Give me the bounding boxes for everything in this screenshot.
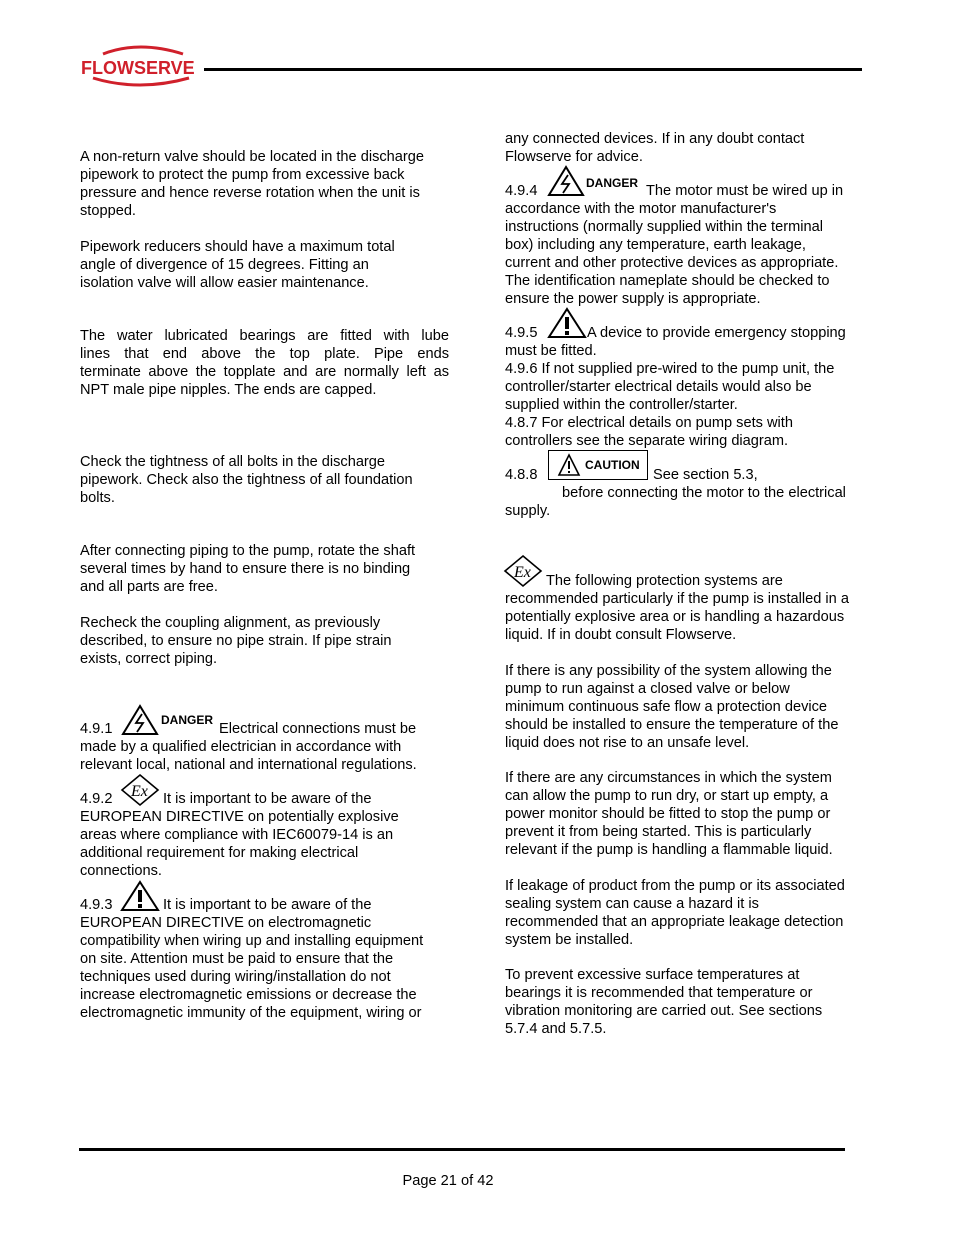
warning-icon — [120, 880, 160, 912]
bolt-tightness-paragraph: Check the tightness of all bolts in the discharge pipework. Check also the tightness of all foundation bolts. — [80, 454, 413, 506]
section-488-second-line: before connecting the motor to the electrical — [562, 485, 846, 501]
section-492-first-line: It is important to be aware of the — [163, 791, 372, 807]
nonreturn-valve-paragraph: A non-return valve should be located in the discharge pipework to protect the pump from excessive back pressure and hence reverse rotation when the unit is stopped. — [80, 149, 424, 219]
flowserve-logo — [79, 44, 199, 88]
section-493-body: EUROPEAN DIRECTIVE on electromagnetic compatibility when wiring up and installing equipment on site. Attention must be paid to ensure that the techniques used during wiring/installation do not increase electromagnetic emissions or decrease the electromagnetic immunity of the equipment, wiring or — [80, 915, 424, 1021]
section-495-first-line: A device to provide emergency stopping — [587, 325, 846, 341]
section-491-first-line: Electrical connections must be — [219, 721, 417, 737]
closed-valve-paragraph: If there is any possibility of the system allowing the pump to run against a closed valve or below minimum continuous safe flow a protection device should be installed to ensure the temperature of the liquid does not rise to an unsafe level. — [505, 663, 839, 751]
section-487-paragraph: 4.8.7 For electrical details on pump sets with controllers see the separate wiring diagram. — [505, 415, 793, 449]
danger-label: DANGER — [161, 713, 214, 727]
svg-text:Ex: Ex — [514, 564, 531, 581]
danger-label: DANGER — [586, 176, 639, 190]
rotate-shaft-paragraph: After connecting piping to the pump, rotate the shaft several times by hand to ensure there is no binding and all parts are free. — [80, 543, 416, 595]
ex-explosive-icon — [120, 773, 160, 807]
connected-devices-paragraph: any connected devices. If in any doubt contact Flowserve for advice. — [505, 131, 805, 165]
lube-lines-paragraph: The water lubricated bearings are fitted with lube lines that end above the top plate. Pipe ends terminate above the topplate and are normally left as NPT male pipe nipples. The ends are capped. — [80, 328, 449, 398]
protection-systems-body: recommended particularly if the pump is installed in a potentially explosive area or is handling a hazardous liquid. If in doubt consult Flowserve. — [505, 591, 849, 643]
section-491-body: made by a qualified electrician in accordance with relevant local, national and international regulations. — [80, 739, 417, 773]
section-494-first-line: The motor must be wired up in — [646, 183, 844, 199]
protection-systems-first-line: The following protection systems are — [546, 573, 783, 589]
section-488-third-line: supply. — [505, 503, 551, 519]
electrical-hazard-icon — [547, 165, 585, 197]
header-rule — [204, 68, 862, 71]
section-494-body: accordance with the motor manufacturer's instructions (normally supplied within the terminal box) including any temperature, earth leakage, current and other protective devices as appropriate. The identification nameplate should be checked to ensure the power supply is appropriate. — [505, 201, 839, 307]
section-488-number: 4.8.8 — [505, 467, 538, 483]
page-number: Page 21 of 42 — [402, 1173, 494, 1189]
flowserve-logo-mark — [79, 44, 199, 88]
section-496-paragraph: 4.9.6 If not supplied pre-wired to the pump unit, the controller/starter electrical details would also be supplied within the controller/starter. — [505, 361, 835, 413]
electrical-hazard-icon — [121, 704, 159, 736]
warning-icon — [547, 307, 587, 339]
section-488-first-line: See section 5.3, — [653, 467, 758, 483]
section-492-number: 4.9.2 — [80, 791, 113, 807]
svg-text:Ex: Ex — [131, 783, 148, 800]
surface-temperature-paragraph: To prevent excessive surface temperatures at bearings it is recommended that temperature or vibration monitoring are carried out. See sections 5.7.4 and 5.7.5. — [505, 967, 823, 1037]
section-492-body: EUROPEAN DIRECTIVE on potentially explosive areas where compliance with IEC60079-14 is an additional requirement for making electrical connections. — [80, 809, 399, 879]
section-494-number: 4.9.4 — [505, 183, 538, 199]
ex-explosive-icon — [503, 554, 543, 588]
section-493-first-line: It is important to be aware of the — [163, 897, 372, 913]
section-493-number: 4.9.3 — [80, 897, 113, 913]
footer-rule — [79, 1148, 845, 1151]
pipework-reducers-paragraph: Pipework reducers should have a maximum total angle of divergence of 15 degrees. Fitting an isolation valve will allow easier maintenance. — [80, 239, 395, 291]
run-dry-paragraph: If there are any circumstances in which the system can allow the pump to run dry, or start up empty, a power monitor should be fitted to stop the pump or prevent it from being started. This is particularly relevant if the pump is handling a flammable liquid. — [505, 770, 833, 858]
caution-badge — [548, 450, 648, 480]
section-495-body: must be fitted. — [505, 343, 597, 359]
section-495-number: 4.9.5 — [505, 325, 538, 341]
section-491-number: 4.9.1 — [80, 721, 113, 737]
leakage-paragraph: If leakage of product from the pump or its associated sealing system can cause a hazard it is recommended that an appropriate leakage detection system be installed. — [505, 878, 845, 948]
coupling-alignment-paragraph: Recheck the coupling alignment, as previously described, to ensure no pipe strain. If pipe strain exists, correct piping. — [80, 615, 392, 667]
caution-warning-icon — [557, 453, 587, 479]
logo-wordmark: FLOWSERVE — [81, 58, 195, 78]
caution-label: CAUTION — [585, 458, 640, 472]
